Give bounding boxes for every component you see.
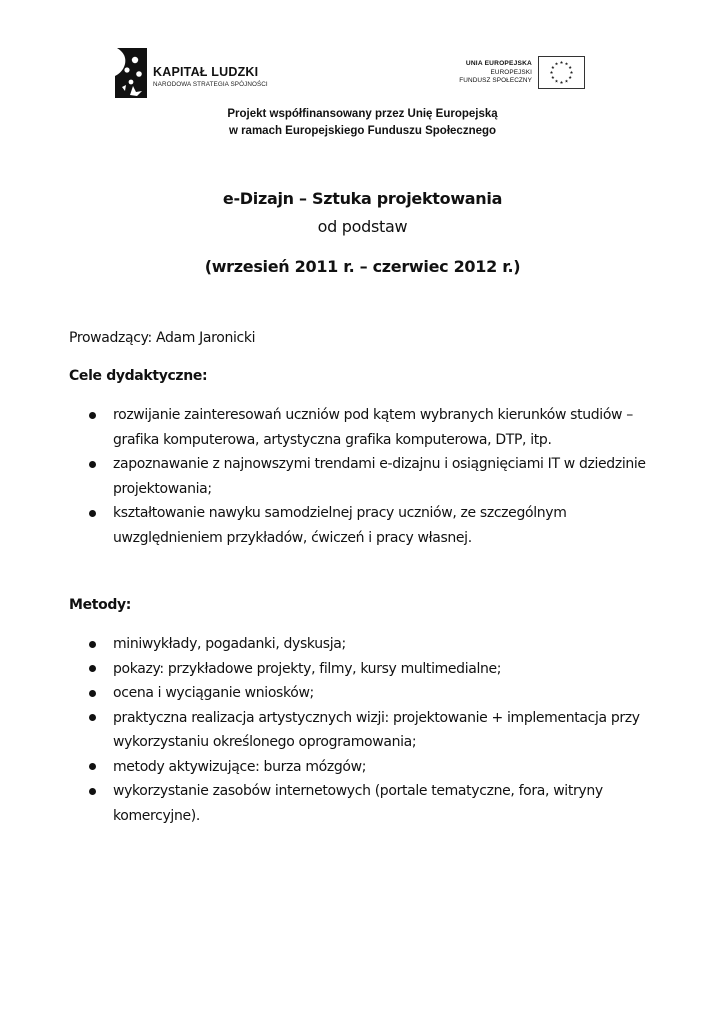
list-item <box>0 403 653 452</box>
eu-line-1: UNIA EUROPEJSKA <box>465 60 532 67</box>
course-period: (wrzesień 2011 r. – czerwiec 2012 r.) <box>204 257 521 276</box>
bullet-icon <box>89 788 96 795</box>
list-item-text: zapoznawanie z najnowszymi trendami e-dizajnu i osiągnięciami IT w dziedzinie projektowania; <box>113 456 646 497</box>
eu-line-3: FUNDUSZ SPOŁECZNY <box>459 77 532 84</box>
eu-line-2: EUROPEJSKI <box>490 68 532 76</box>
bullet-icon <box>89 461 96 468</box>
list-item-text: miniwykłady, pogadanki, dyskusja; <box>113 636 346 652</box>
methods-list <box>0 632 653 828</box>
list-item <box>0 681 653 706</box>
bullet-icon <box>89 412 96 419</box>
list-item <box>0 779 653 828</box>
list-item <box>0 755 653 780</box>
bullet-icon <box>89 763 96 770</box>
list-item <box>0 452 653 501</box>
eu-fund-logo <box>440 56 585 90</box>
list-item-text: rozwijanie zainteresowań uczniów pod kątem wybranych kierunków studiów – grafika komputerowa, artystyczna grafika komputerowa, DTP, itp. <box>113 407 633 448</box>
course-leader: Prowadzący: Adam Jaronicki <box>69 330 256 346</box>
goals-list <box>0 403 653 550</box>
bullet-icon <box>89 714 96 721</box>
list-item <box>0 632 653 657</box>
eu-text-block <box>459 60 532 86</box>
list-item <box>0 657 653 682</box>
list-item-text: ocena i wyciąganie wniosków; <box>113 685 314 701</box>
methods-heading: Metody: <box>69 597 132 613</box>
funding-line-1: Projekt współfinansowany przez Unię Europejską <box>227 108 498 120</box>
list-item-text: pokazy: przykładowe projekty, filmy, kursy multimedialne; <box>113 660 502 677</box>
bullet-icon <box>89 690 96 697</box>
list-item <box>0 706 653 755</box>
goals-heading: Cele dydaktyczne: <box>69 368 208 384</box>
eu-flag-icon <box>538 56 585 89</box>
bullet-icon <box>89 665 96 672</box>
list-item-text: metody aktywizujące: burza mózgów; <box>113 758 367 775</box>
bullet-icon <box>89 641 96 648</box>
kapital-ludzki-mark-icon <box>113 46 149 98</box>
list-item <box>0 501 653 550</box>
kapital-ludzki-title: KAPITAŁ LUDZKI <box>153 65 259 79</box>
kapital-ludzki-logo <box>113 46 273 98</box>
list-item-text: praktyczna realizacja artystycznych wizji: projektowanie + implementacja przy wykorzystaniu określonego oprogramowania; <box>113 709 640 750</box>
funding-line-2: w ramach Europejskiego Funduszu Społecznego <box>228 125 497 137</box>
course-title: e-Dizajn – Sztuka projektowania <box>222 189 503 208</box>
course-subtitle: od podstaw <box>317 217 408 236</box>
funding-statement <box>0 106 725 140</box>
list-item-text: wykorzystanie zasobów internetowych (portale tematyczne, fora, witryny komercyjne). <box>113 783 603 824</box>
list-item-text: kształtowanie nawyku samodzielnej pracy uczniów, ze szczególnym uwzględnieniem przykładów, ćwiczeń i pracy własnej. <box>113 505 567 546</box>
kapital-ludzki-subtitle: NARODOWA STRATEGIA SPÓJNOŚCI <box>153 81 268 88</box>
bullet-icon <box>89 510 96 517</box>
